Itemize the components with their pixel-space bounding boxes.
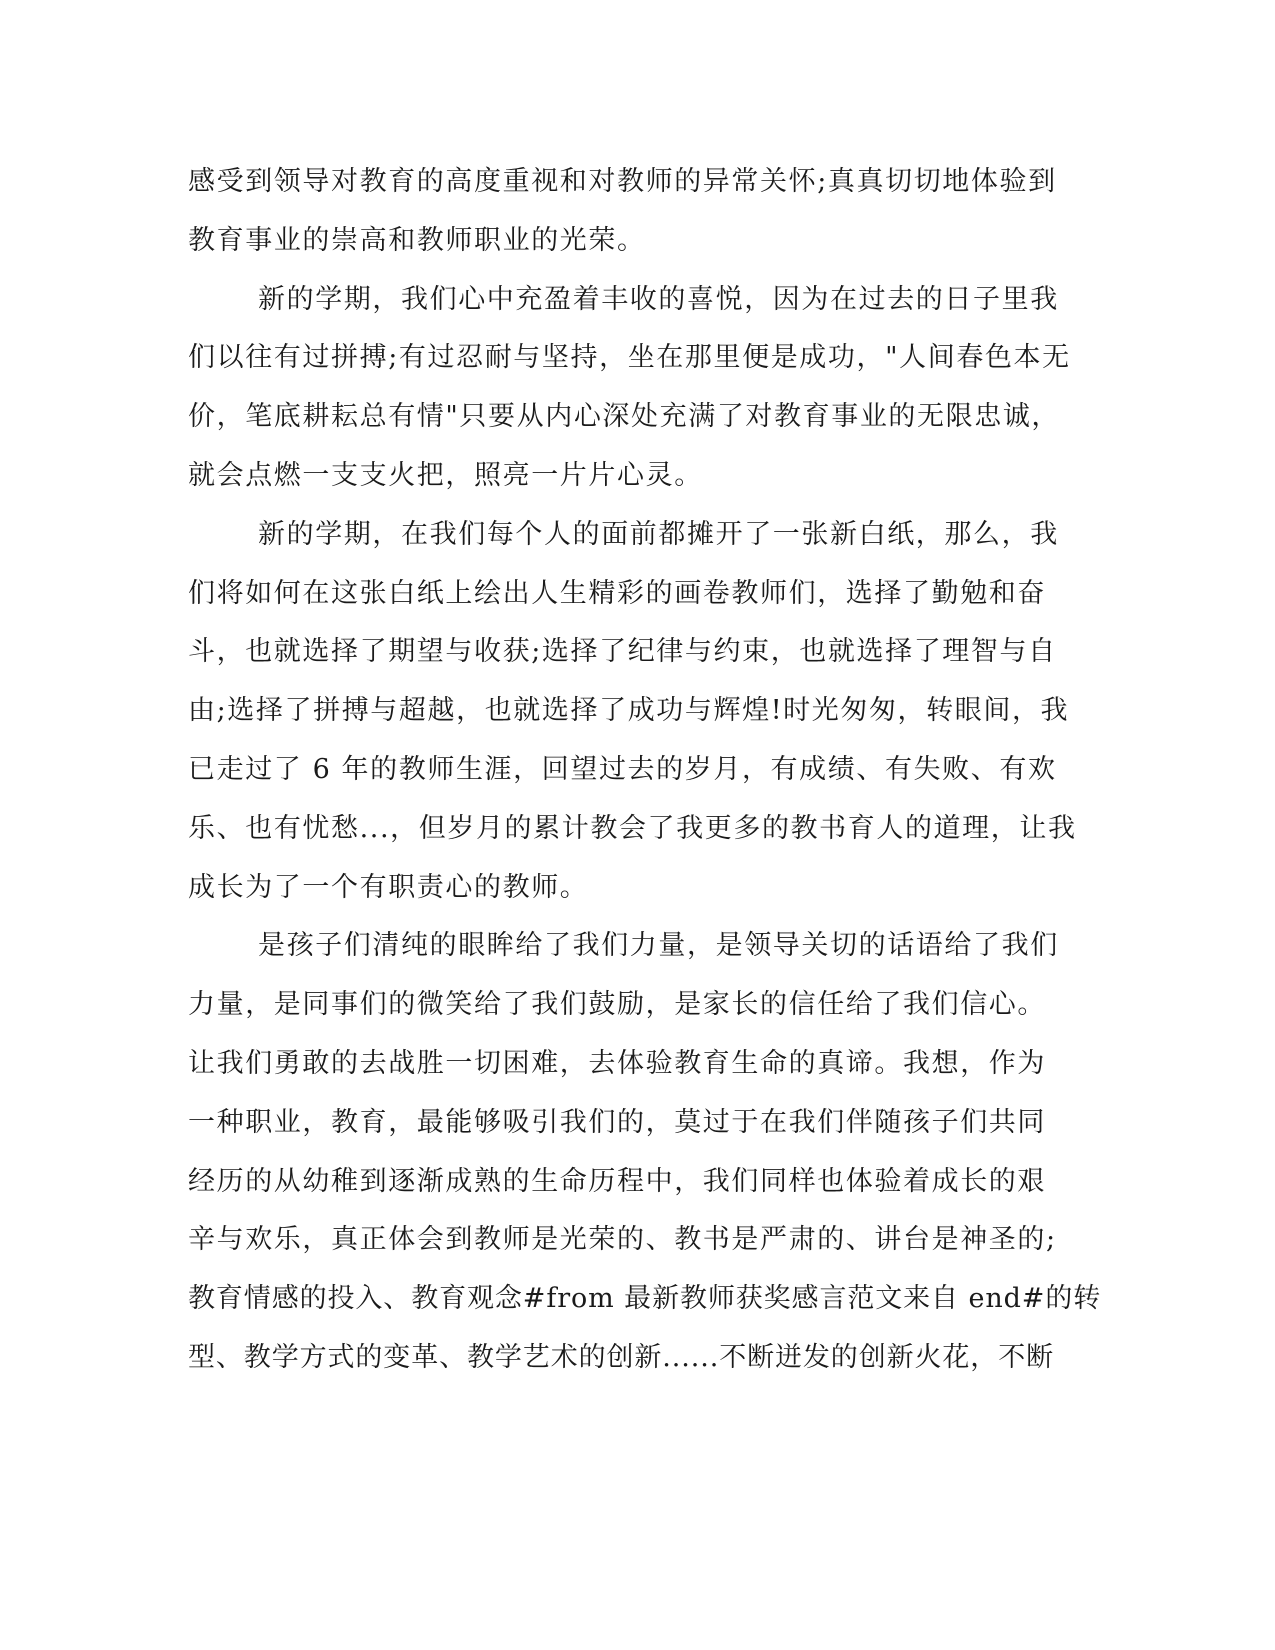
text-line-3: 新的学期，我们心中充盈着丰收的喜悦，因为在过去的日子里我	[258, 283, 1059, 315]
text-line-9: 斗，也就选择了期望与收获;选择了纪律与约束，也就选择了理智与自	[188, 636, 1057, 668]
text-line-16: 让我们勇敢的去战胜一切困难，去体验教育生命的真谛。我想，作为	[188, 1047, 1046, 1079]
document-body	[188, 160, 1102, 1395]
text-line-13: 成长为了一个有职责心的教师。	[188, 871, 589, 903]
text-line-17: 一种职业，教育，最能够吸引我们的，莫过于在我们伴随孩子们共同	[188, 1106, 1046, 1138]
text-line-21: 型、教学方式的变革、教学艺术的创新......不断迸发的创新火花，不断	[188, 1341, 1054, 1373]
text-line-6: 就会点燃一支支火把，照亮一片片心灵。	[188, 459, 703, 491]
text-line-19: 辛与欢乐，真正体会到教师是光荣的、教书是严肃的、讲台是神圣的;	[188, 1224, 1057, 1256]
text-line-4: 们以往有过拼搏;有过忍耐与坚持，坐在那里便是成功，"人间春色本无	[188, 342, 1071, 374]
text-line-10: 由;选择了拼搏与超越，也就选择了成功与辉煌!时光匆匆，转眼间，我	[188, 695, 1070, 727]
text-line-5: 价，笔底耕耘总有情"只要从内心深处充满了对教育事业的无限忠诚，	[188, 401, 1061, 433]
text-line-8: 们将如何在这张白纸上绘出人生精彩的画卷教师们，选择了勤勉和奋	[188, 577, 1046, 609]
text-line-12: 乐、也有忧愁...，但岁月的累计教会了我更多的教书育人的道理，让我	[188, 812, 1077, 844]
text-line-1: 感受到领导对教育的高度重视和对教师的异常关怀;真真切切地体验到	[188, 166, 1057, 197]
text-line-7: 新的学期，在我们每个人的面前都摊开了一张新白纸，那么，我	[258, 518, 1059, 550]
text-line-14: 是孩子们清纯的眼眸给了我们力量，是领导关切的话语给了我们	[258, 930, 1059, 962]
text-line-18: 经历的从幼稚到逐渐成熟的生命历程中，我们同样也体验着成长的艰	[188, 1165, 1046, 1197]
text-line-15: 力量，是同事们的微笑给了我们鼓励，是家长的信任给了我们信心。	[188, 989, 1046, 1021]
text-line-20: 教育情感的投入、教育观念#from 最新教师获奖感言范文来自 end#的转	[188, 1283, 1102, 1315]
text-line-2: 教育事业的崇高和教师职业的光荣。	[188, 224, 646, 256]
text-line-11: 已走过了 6 年的教师生涯，回望过去的岁月，有成绩、有失败、有欢	[188, 753, 1057, 785]
